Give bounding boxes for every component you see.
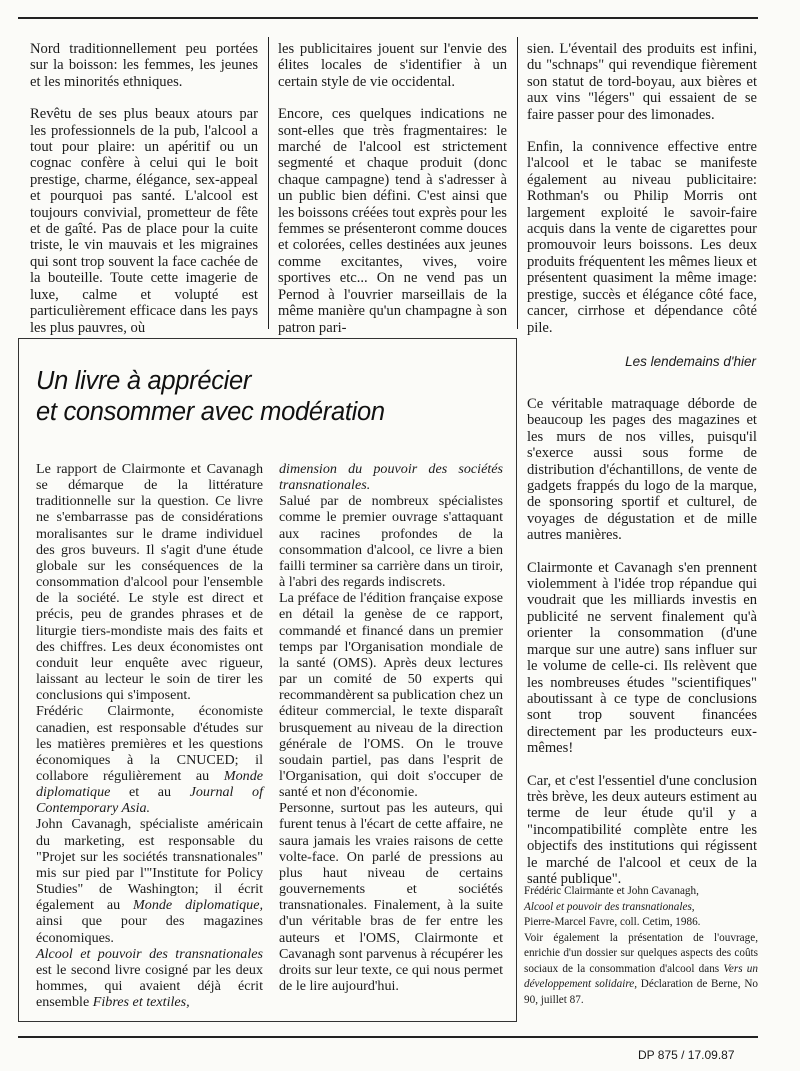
box-right-paragraph-0 bbox=[279, 461, 503, 493]
col3-paragraph-4: Clairmonte et Cavanagh s'en prennent violemment à l'idée trop répandue qui voudrait que les milliards investis en publicité ne servent finalement qu'à orienter la consommation (d'une marque sur une autre) sans influer sur le volume de celle-ci. Ils relèvent que les nombreuses études "scientifiques" aboutissant à ce type de conclusions sont trop souvent financées directement par les producteurs eux-mêmes! bbox=[527, 559, 757, 757]
box-right-paragraph-1: Salué par de nombreux spécialistes comme le premier ouvrage s'attaquant aux racines profondes de la consommation d'alcool, ce livre a bien failli terminer sa carrière dans un tiroir, à l'abri des regards indiscrets. bbox=[279, 493, 503, 591]
credit-p2-text: Voir également la présentation de l'ouvrage, enrichie d'un dossier sur quelques aspects des coûts sociaux de la consommation d'alcool dans bbox=[524, 931, 758, 975]
credit-line-1: Frédéric Clairmante et John Cavanagh, bbox=[524, 885, 699, 897]
box-left-p2-italic-1: Monde diplomatique bbox=[36, 767, 263, 801]
box-left-p4-italic-2: Fibres et textiles, bbox=[92, 994, 190, 1011]
article-column-3-bottom bbox=[527, 396, 757, 903]
credit-paragraph-2 bbox=[524, 931, 758, 1009]
col3-paragraph-3: Ce véritable matraquage déborde de beaucoup les pages des magazines et les murs de nos villes, puisqu'il s'exerce aussi sous forme de distribution d'échantillons, de vente de gadgets frappés du logo de la marque, de sponsoring sportif et culturel, de voyages de dégustation et de mille autres manières. bbox=[527, 396, 757, 544]
box-title-line-1: Un livre à apprécier bbox=[36, 367, 252, 395]
col2-paragraph-1: les publicitaires jouent sur l'envie des élites locales de s'identifier à un certain style de vie occidental. bbox=[278, 41, 507, 90]
col3-paragraph-2: Enfin, la connivence effective entre l'alcool et le tabac se manifeste également au niveau publicitaire: Rothman's ou Philip Morris ont largement exploité le savoir-faire acquis dans la vente de cigarettes pour promouvoir leurs boissons. Les deux produits fréquentent les mêmes lieux et présentent quasiment la même image: prestige, succès et élégance côté face, cancer, cirrhose et dépendance côté pile. bbox=[527, 139, 757, 336]
book-credit bbox=[524, 884, 758, 1008]
box-left-paragraph-3 bbox=[36, 816, 263, 945]
col2-paragraph-2: Encore, ces quelques indications ne sont-elles que très fragmentaires: le marché de l'alcool est strictement segmenté et chaque produit (donc chaque campagne) tend à s'adresser à un public bien défini. C'est ainsi que les boissons créées tout exprès pour les femmes se présenteront comme douces et colorées, celles destinées aux jeunes comme excitantes, vives, voire sportives etc... On ne vend pas un Pernod à l'ouvrier marseillais de la même manière qu'un champagne à son patron pari- bbox=[278, 106, 507, 336]
credit-book-title: Alcool et pouvoir des transnationales, bbox=[524, 900, 695, 913]
box-left-paragraph-2 bbox=[36, 703, 263, 816]
credit-p2-italic: Vers un développement solidaire, bbox=[524, 962, 758, 990]
box-right-paragraph-3: Personne, surtout pas les auteurs, qui furent tenus à l'écart de cette affaire, ne saura jamais les vraies raisons de cette volte-face. On parlé de pressions au plus haut niveau de certains gouvernements et sociétés transnationales. Finalement, à la suite d'un véritable bras de fer entre les auteurs et l'OMS, Clairmonte et Cavanagh sont parvenus à récupérer les droits sur leur texte, ce qui nous permet de le lire aujourd'hui. bbox=[279, 800, 503, 994]
box-title bbox=[36, 366, 385, 428]
box-left-p3-text: John Cavanagh, spécialiste américain du marketing, est responsable du "Projet sur les sociétés transnationales" mis sur pied par l'"Institute for Policy Studies" de Washington; il écrit également au bbox=[36, 816, 263, 914]
box-left-paragraph-4 bbox=[36, 946, 263, 1011]
bottom-rule bbox=[18, 1036, 758, 1038]
box-right-p0-italic: dimension du pouvoir des sociétés transnationales. bbox=[279, 461, 503, 494]
issue-footer: DP 875 / 17.09.87 bbox=[638, 1048, 735, 1062]
column-divider-2 bbox=[517, 37, 518, 329]
col3-paragraph-1: sien. L'éventail des produits est infini, du "schnaps" qui revendique fièrement son statut de tord-boyau, aux bières et aux vins "légers" qui essaient de se faire passer pour des limonades. bbox=[527, 41, 757, 123]
box-title-line-2: et consommer avec modération bbox=[36, 398, 385, 426]
box-left-p3-end: ainsi que pour des magazines économiques. bbox=[36, 913, 263, 946]
col1-paragraph-2: Revêtu de ses plus beaux atours par les professionnels de la pub, l'alcool a tout pour plaire: un apéritif ou un cognac confère à celui qui le boit prestige, charme, élégance, sex-appeal et pourquoi pas santé. L'alcool est toujours convivial, prometteur de fête et de gaîté. Pas de place pour la cuite triste, le vin mauvais et les migraines qui sont trop souvent la face cachée de la bouteille. Toute cette imagerie de luxe, calme et volupté est particulièrement efficace dans les pays les plus pauvres, où bbox=[30, 106, 258, 336]
article-column-3-top bbox=[527, 41, 757, 352]
box-left-p2-text: Frédéric Clairmonte, économiste canadien, est responsable d'études sur les matières premières et les questions économiques à la CNUCED; il collabore régulièrement au bbox=[36, 703, 263, 784]
box-left-p3-italic: Monde diplomatique, bbox=[133, 897, 263, 914]
credit-p2-end: Déclaration de Berne, No 90, juillet 87. bbox=[524, 978, 758, 1006]
article-column-1 bbox=[30, 41, 258, 352]
box-left-p4-text: est le second livre cosigné par les deux hommes, qui avaient déjà écrit ensemble bbox=[36, 961, 263, 1011]
credit-line-2 bbox=[524, 900, 758, 916]
box-left-p4-italic-1: Alcool et pouvoir des transnationales bbox=[36, 945, 263, 962]
credit-line-3: Pierre-Marcel Favre, coll. Cetim, 1986. bbox=[524, 916, 701, 928]
box-left-p2-mid: et au bbox=[128, 784, 172, 801]
box-left-paragraph-1: Le rapport de Clairmonte et Cavanagh se démarque de la littérature traditionnelle sur la question. Ce livre ne s'embarrasse pas de considérations moralisantes sur le drame individuel des gros buveurs. Il s'agit d'une étude globale sur les conséquences de la consommation d'alcool pour l'ensemble de la société. Le style est direct et précis, peu de grandes phrases et de liturgie tiers-mondiste mais des faits et des chiffres. Les deux économistes ont conduit leur enquête avec rigueur, laissant au lecteur le soin de tirer les conclusions qui s'imposent. bbox=[36, 461, 263, 704]
article-column-2 bbox=[278, 41, 507, 352]
box-column-left bbox=[36, 461, 263, 1010]
box-column-right bbox=[279, 461, 503, 994]
col3-paragraph-5: Car, et c'est l'essentiel d'une conclusion très brève, les deux auteurs estiment au terme de leur étude qu'il y a "incompatibilité complète entre les objectifs des institutions qui régissent le marché de l'alcool et ceux de la santé publique". bbox=[527, 772, 757, 887]
section-subheading: Les lendemains d'hier bbox=[625, 354, 756, 369]
box-right-paragraph-2: La préface de l'édition française expose en détail la genèse de ce rapport, commandé et financé dans un premier temps par l'Organisation mondiale de la santé (OMS). Après deux lectures par un comité de 50 experts qui recommandèrent sa publication chez un éditeur commercial, le texte disparaît brusquement au niveau de la direction générale de l'OMS. On le trouve soudain partiel, pas dans l'esprit de l'Organisation, qui doit s'occuper de santé et non d'économie. bbox=[279, 590, 503, 801]
column-divider-1 bbox=[268, 37, 269, 329]
top-rule bbox=[18, 17, 758, 19]
box-left-p2-italic-2: Journal of Contemporary Asia. bbox=[36, 784, 263, 817]
col1-paragraph-1: Nord traditionnellement peu portées sur la boisson: les femmes, les jeunes et les minorités ethniques. bbox=[30, 41, 258, 90]
